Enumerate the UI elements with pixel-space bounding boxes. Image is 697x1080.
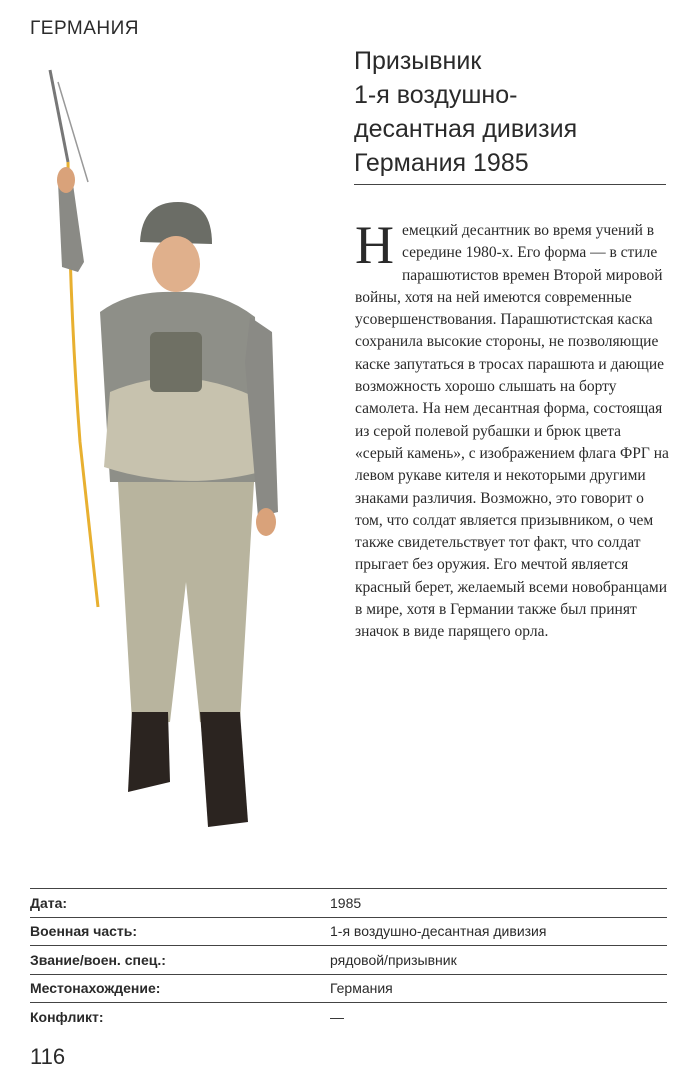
info-value: Германия: [330, 980, 393, 997]
info-row-rank: [30, 946, 667, 975]
paratrooper-illustration: [40, 62, 300, 842]
info-row-conflict: [30, 1003, 667, 1031]
info-value: —: [330, 1008, 344, 1025]
title-block: [354, 44, 666, 185]
info-row-date: [30, 889, 667, 918]
title-line-4: Германия 1985: [354, 149, 529, 177]
title-line-1: Призывник: [354, 47, 482, 75]
info-label: Звание/воен. спец.:: [30, 951, 166, 968]
info-value: 1985: [330, 894, 362, 911]
dropcap: Н: [355, 215, 394, 275]
title-line-2: 1-я воздушно-: [354, 81, 518, 109]
page-number: 116: [30, 1044, 66, 1069]
info-value: 1-я воздушно-десантная дивизия: [330, 923, 547, 940]
info-row-unit: [30, 918, 667, 947]
info-value: рядовой/призывник: [330, 951, 457, 968]
info-row-location: [30, 975, 667, 1004]
info-label: Конфликт:: [30, 1008, 104, 1025]
info-label: Дата:: [30, 894, 68, 911]
body-paragraph: емецкий десантник во время учений в середине 1980-х. Его форма — в стиле парашютистов времен Второй мировой войны, хотя на ней имеются современные усовершенствования. Парашютистская каска сохранила высокие стороны, не позволяющие каске запутаться в тросах парашюта и дающие возможность хорошо слышать на борту самолета. На нем десантная форма, состоящая из серой полевой рубашки и брюк цвета «серый камень», с изображением флага ФРГ на левом рукаве кителя и некоторыми другими знаками различия. Возможно, это говорит о том, что солдат является призывником, о чем также свидетельствует тот факт, что солдат прыгает без оружия. Его мечтой является красный берет, желаемый всеми новобранцами в мире, хотя в Германии также был принят значок в виде парящего орла.: [355, 222, 669, 641]
body-text: [355, 215, 671, 644]
section-label: ГЕРМАНИЯ: [30, 18, 140, 39]
info-label: Военная часть:: [30, 923, 138, 940]
title-line-3: десантная дивизия: [354, 115, 578, 143]
info-table: [30, 888, 667, 1031]
info-label: Местонахождение:: [30, 980, 161, 997]
